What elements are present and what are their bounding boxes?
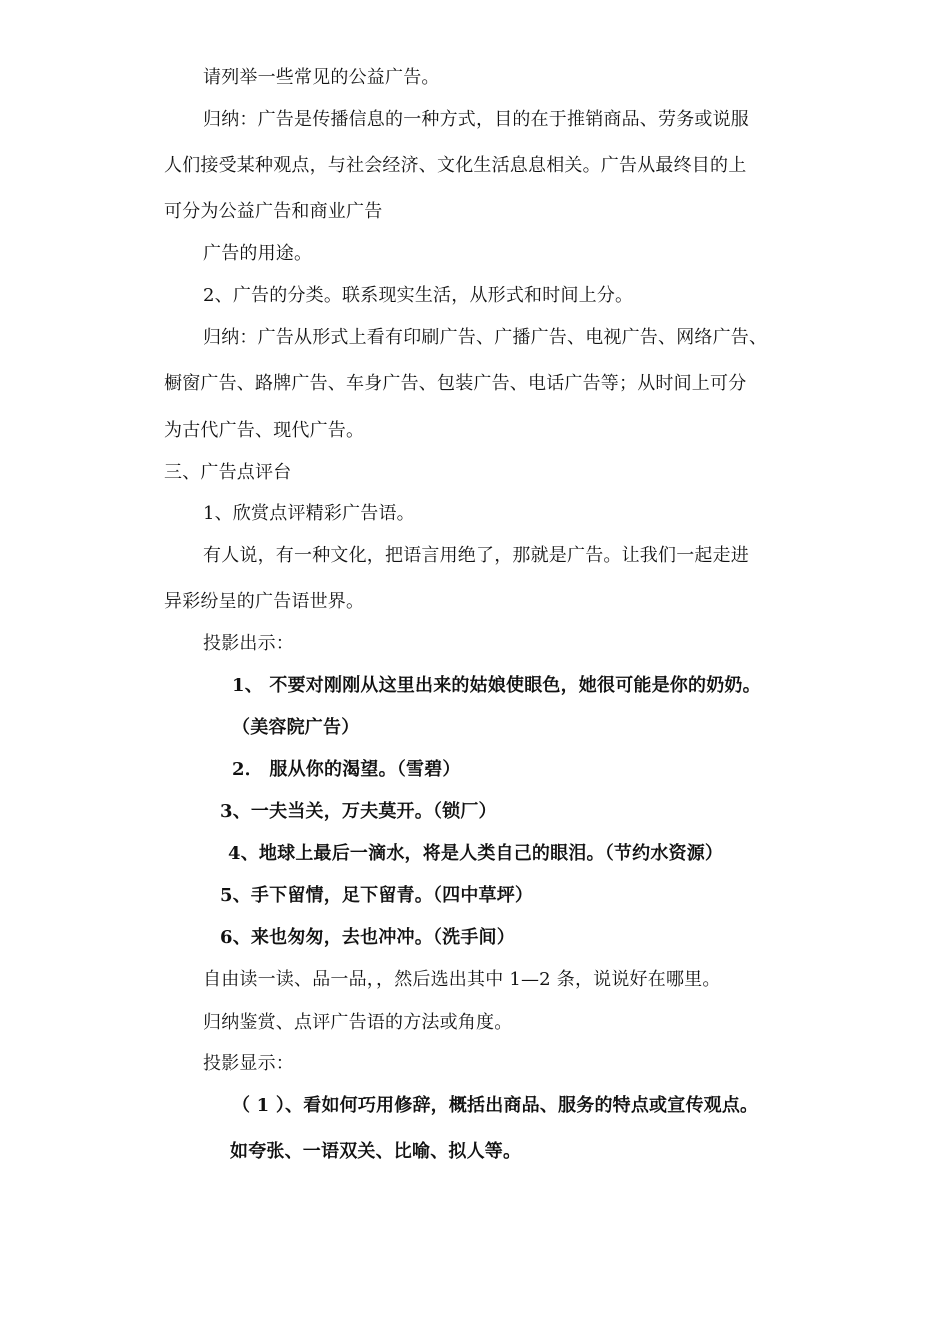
ad-slogan-item: 5、手下留情，足下留青。（四中草坪） bbox=[220, 885, 534, 906]
paragraph-line: 异彩纷呈的广告语世界。 bbox=[164, 591, 365, 612]
ad-slogan-item: 3、一夫当关，万夫莫开。（锁厂） bbox=[220, 801, 497, 822]
paragraph-line: 投影出示： bbox=[203, 633, 294, 654]
paragraph-line: 广告的用途。 bbox=[203, 243, 313, 264]
paragraph-line: 自由读一读、品一品，，然后选出其中 1—2 条，说说好在哪里。 bbox=[203, 969, 721, 990]
paragraph-line: 橱窗广告、路牌广告、车身广告、包装广告、电话广告等；从时间上可分 bbox=[164, 373, 747, 394]
section-heading: 三、广告点评台 bbox=[164, 462, 292, 483]
paragraph-line: 归纳：广告是传播信息的一种方式，目的在于推销商品、劳务或说服 bbox=[203, 109, 749, 130]
paragraph-line: 请列举一些常见的公益广告。 bbox=[203, 67, 440, 88]
paragraph-line: 归纳鉴赏、点评广告语的方法或角度。 bbox=[203, 1012, 513, 1033]
paragraph-line: 可分为公益广告和商业广告 bbox=[164, 201, 383, 222]
method-examples: 如夸张、一语双关、比喻、拟人等。 bbox=[230, 1141, 522, 1162]
paragraph-line: 2、广告的分类。联系现实生活，从形式和时间上分。 bbox=[203, 285, 634, 306]
paragraph-line: 投影显示： bbox=[203, 1053, 294, 1074]
ad-slogan-item: 4、地球上最后一滴水，将是人类自己的眼泪。（节约水资源） bbox=[228, 843, 724, 864]
paragraph-line: 归纳：广告从形式上看有印刷广告、广播广告、电视广告、网络广告、 bbox=[203, 327, 768, 348]
paragraph-line: 1、欣赏点评精彩广告语。 bbox=[203, 503, 415, 524]
paragraph-line: 为古代广告、现代广告。 bbox=[164, 420, 365, 441]
ad-slogan-item: 2． 服从你的渴望。（雪碧） bbox=[232, 759, 461, 780]
paragraph-line: 有人说，有一种文化，把语言用绝了，那就是广告。让我们一起走进 bbox=[203, 545, 749, 566]
method-point: （ 1 ）、看如何巧用修辞，概括出商品、服务的特点或宣传观点。 bbox=[232, 1095, 759, 1116]
paragraph-line: 人们接受某种观点，与社会经济、文化生活息息相关。广告从最终目的上 bbox=[164, 155, 747, 176]
ad-slogan-source: （美容院广告） bbox=[232, 717, 360, 738]
ad-slogan-item: 6、来也匆匆，去也冲冲。（洗手间） bbox=[220, 927, 515, 948]
ad-slogan-item: 1、 不要对刚刚从这里出来的姑娘使眼色，她很可能是你的奶奶。 bbox=[232, 675, 761, 696]
